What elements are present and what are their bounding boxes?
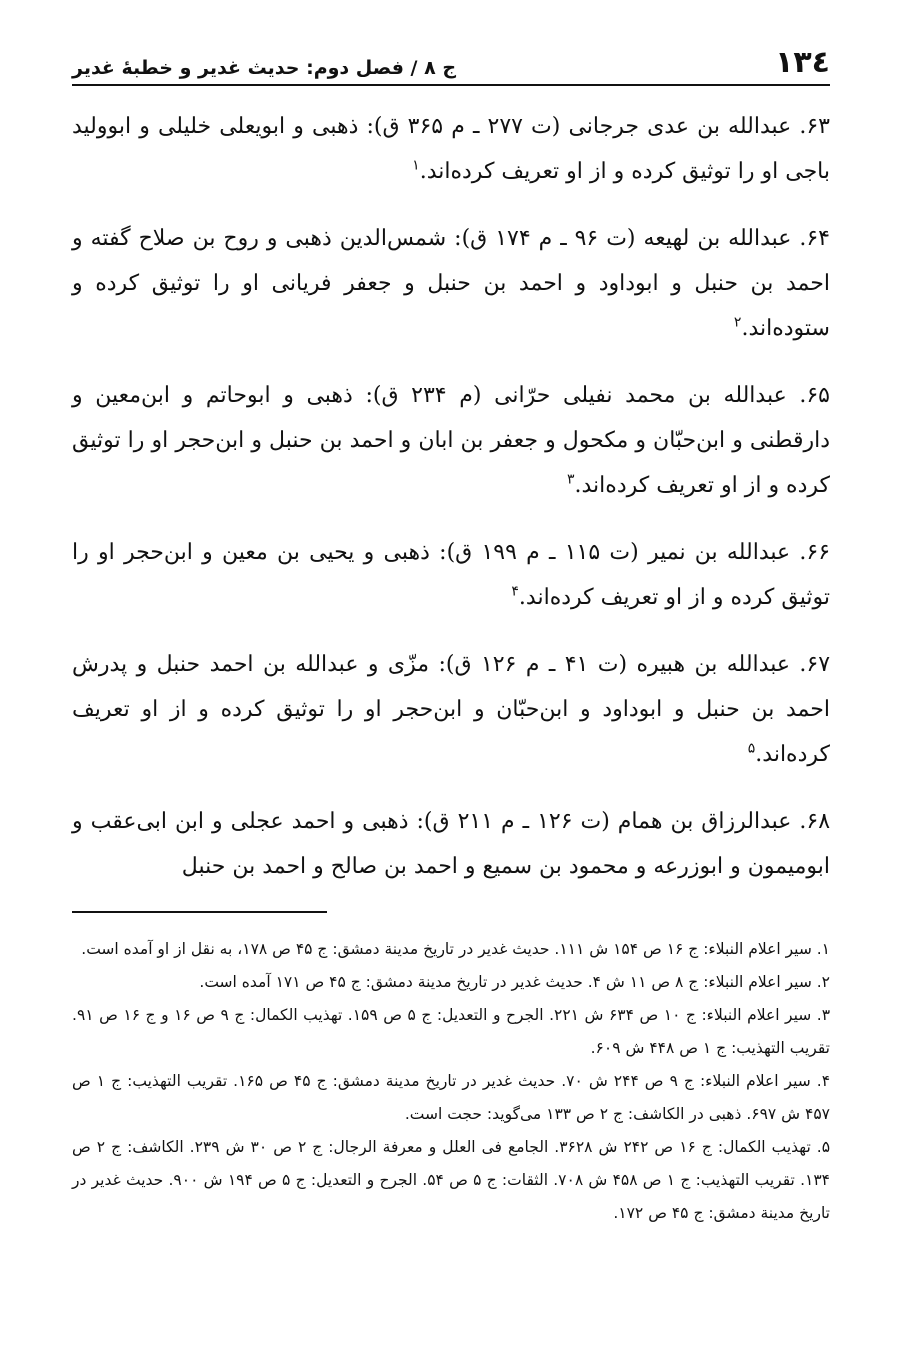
footnote-1: ۱. سیر اعلام النبلاء: ج ۱۶ ص ۱۵۴ ش ۱۱۱. حدیث غدیر در تاریخ مدینة دمشق: ج ۴۵ ص ۱۷۸، به نقل از او آمده است. <box>81 940 830 958</box>
footnote-ref: ٢ <box>733 314 742 331</box>
footnotes <box>72 933 830 1230</box>
footnote-4: ۴. سیر اعلام النبلاء: ج ۹ ص ۲۴۴ ش ۷۰. حدیث غدیر در تاریخ مدینة دمشق: ج ۴۵ ص ۱۶۵. تقریب التهذیب: ج ۱ ص ۴۵۷ ش ۶۹۷. ذهبی در الکاشف: ج ۲ ص ۱۳۳ می‌گوید: حجت است. <box>72 1072 831 1123</box>
entry-text: ۶۶. عبدالله بن نمیر (ت ۱۱۵ ـ م ۱۹۹ ق): ذهبی و یحیی بن معین و ابن‌حجر او را توثیق کرده و از او تعریف کرده‌اند. <box>72 540 831 610</box>
book-page <box>72 30 830 1230</box>
footnote-5: ۵. تهذیب الکمال: ج ۱۶ ص ۲۴۲ ش ۳۶۲۸. الجامع فی العلل و معرفة الرجال: ج ۲ ص ۳۰ ش ۲۳۹. الکاشف: ج ۲ ص ۱۳۴. تقریب التهذیب: ج ۱ ص ۴۵۸ ش ۷۰۸. الثقات: ج ۵ ص ۵۴. الجرح و التعدیل: ج ۵ ص ۱۹۴ ش ۹۰۰. حدیث غدیر در تاریخ مدینة دمشق: ج ۴۵ ص ۱۷۲. <box>72 1138 831 1222</box>
running-title: ج ٨ / فصل دوم: حدیث غدیر و خطبۀ غدیر <box>72 57 457 79</box>
entry-text: ۶۴. عبدالله بن لهیعه (ت ۹۶ ـ م ۱۷۴ ق): شمس‌الدین ذهبی و روح بن صلاح گفته و احمد بن حنبل و ابوداود و احمد بن حنبل و جعفر فریانی او را توثیق کرده و ستوده‌اند. <box>72 226 830 341</box>
footnote-ref: ٣ <box>566 471 575 488</box>
page-header <box>72 30 830 86</box>
footnote-ref: ۴ <box>511 583 519 600</box>
entry-65 <box>72 373 830 508</box>
footnote-3: ۳. سیر اعلام النبلاء: ج ۱۰ ص ۶۳۴ ش ۲۲۱. الجرح و التعدیل: ج ۵ ص ۱۵۹. تهذیب الکمال: ج ۹ ص ۱۶ و ج ۱۶ ص ۹۱. تقریب التهذیب: ج ۱ ص ۴۴۸ ش ۶۰۹. <box>72 1006 831 1057</box>
footnote-separator <box>72 911 327 913</box>
page-number: ١٣٤ <box>775 45 830 80</box>
entry-64 <box>72 216 830 351</box>
entry-68 <box>72 799 830 889</box>
footnote-ref: ١ <box>412 157 420 174</box>
entry-66 <box>72 530 830 620</box>
entry-67 <box>72 642 830 777</box>
footnote-ref: ۵ <box>747 740 756 757</box>
entry-text: ۶۵. عبدالله بن محمد نفیلی حرّانی (م ۲۳۴ ق): ذهبی و ابوحاتم و ابن‌معین و دارقطنی و ابن‌حبّان و مکحول و جعفر بن ابان و احمد بن حنبل و ابن‌حجر او را توثیق کرده و از او تعریف کرده‌اند. <box>72 383 830 498</box>
entry-text: ۶۷. عبدالله بن هبیره (ت ۴۱ ـ م ۱۲۶ ق): مزّی و عبدالله بن احمد حنبل و پدرش احمد بن حنبل و ابوداود و ابن‌حبّان و ابن‌حجر او را توثیق کرده و از او تعریف کرده‌اند. <box>72 652 831 767</box>
footnote-2: ۲. سیر اعلام النبلاء: ج ۸ ص ۱۱ ش ۴. حدیث غدیر در تاریخ مدینة دمشق: ج ۴۵ ص ۱۷۱ آمده است. <box>199 973 830 991</box>
main-text <box>72 104 830 889</box>
entry-text: ۶۸. عبدالرزاق بن همام (ت ۱۲۶ ـ م ۲۱۱ ق): ذهبی و احمد عجلی و ابن ابی‌عقب و ابومیمون و ابوزرعه و محمود بن سمیع و احمد بن صالح و احمد بن حنبل <box>72 809 831 879</box>
entry-63 <box>72 104 830 194</box>
entry-text: ۶۳. عبدالله بن عدی جرجانی (ت ۲۷۷ ـ م ۳۶۵ ق): ذهبی و ابویعلی خلیلی و ابوولید باجی او را توثیق کرده و از او تعریف کرده‌اند. <box>72 114 830 184</box>
